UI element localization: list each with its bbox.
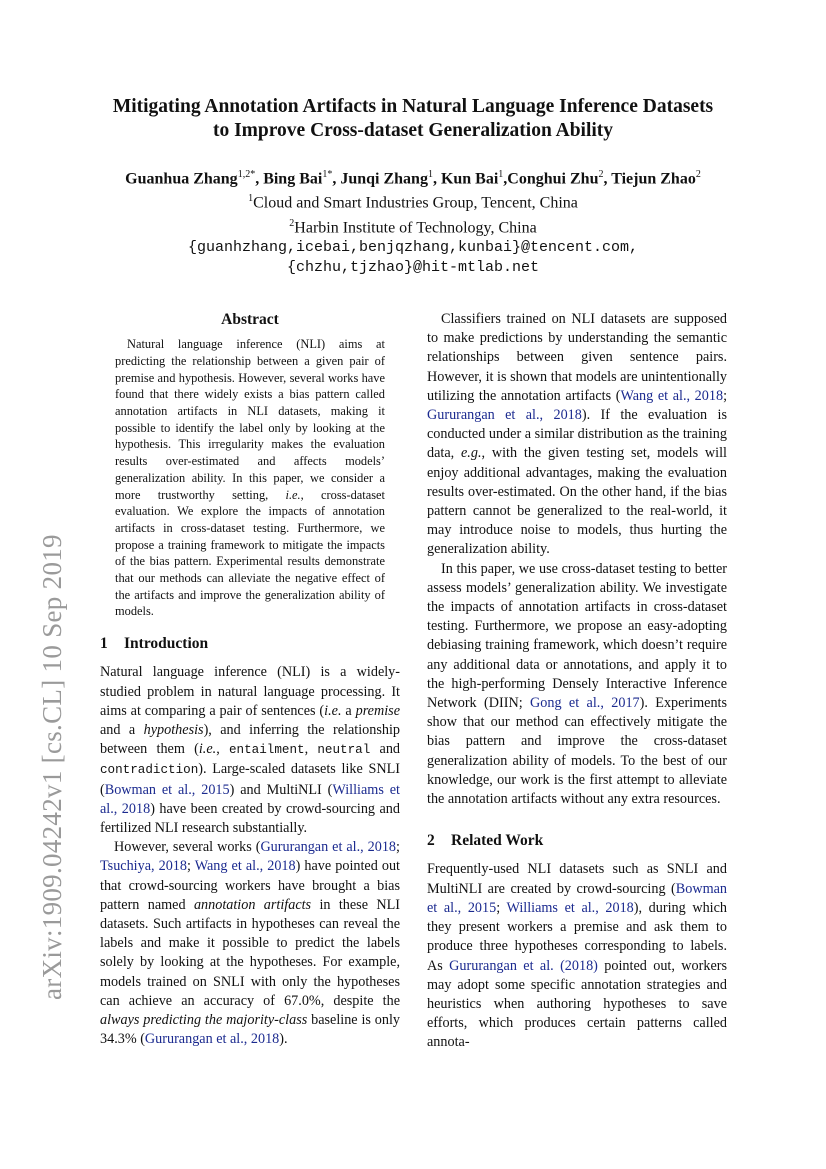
affiliation-2: $^2$Harbin Institute of Technology, China bbox=[289, 217, 537, 236]
label-code: entailment bbox=[229, 743, 305, 758]
author-names: Guanhua Zhang$^{1,2*}$, Bing Bai$^{1*}$, Junqi Zhang$^1$, Kun Bai$^1$,Conghui Zhu$^2$, Tiejun Zhao$^2$ bbox=[125, 169, 701, 188]
affiliation-1: $^1$Cloud and Smart Industries Group, Tencent, China bbox=[248, 193, 578, 212]
citation-link[interactable]: Williams et al., 2018 bbox=[506, 899, 634, 916]
related-work-paragraph: Frequently-used NLI datasets such as SNLI and MultiNLI are created by crowd-sourcing (Bowman et al., 2015; Williams et al., 2018), during which they present workers a premise and ask them to produce three hypotheses corresponding to labels. As Gururangan et al. (2018) pointed out, workers may adopt some specific annotation strategies and heuristics when authoring hypotheses to save efforts, which produces certain patterns called annota- bbox=[427, 861, 728, 1051]
citation-link[interactable]: Gong et al., 2017 bbox=[530, 695, 640, 712]
citation-link[interactable]: Wang et al., 2018 bbox=[620, 387, 724, 404]
label-code: neutral bbox=[317, 743, 371, 758]
abstract-paragraph: Natural language inference (NLI) aims at predicting the relationship between a given pair of premise and hypothesis. However, several works have found that there widely exists a bias pattern called annotation artifacts in NLI datasets, making it possible to identify the label only by looking at the hypothesis. This irregularity makes the evaluation results over-estimated and affects models’ generalization ability. In this paper, we consider a more trustworthy setting, i.e., cross-dataset evaluation. We explore the impacts of annotation artifacts in cross-dataset testing. Furthermore, we propose a training framework to mitigate the impacts of the bias pattern. Experimental results demonstrate that our methods can alleviate the negative effect of the artifacts and improve the generalization ability of models. bbox=[115, 337, 386, 619]
arxiv-identifier-stamp: arXiv:1909.04242v1 [cs.CL] 10 Sep 2019 bbox=[37, 534, 67, 1000]
section-heading-introduction: 1 Introduction bbox=[100, 635, 209, 653]
abstract-heading: Abstract bbox=[221, 311, 279, 328]
author-affil-mark: 1 bbox=[498, 169, 504, 180]
author-name: Conghui Zhu bbox=[507, 170, 599, 188]
abstract-body bbox=[115, 336, 385, 620]
right-column bbox=[427, 310, 727, 1053]
intro-paragraph-4: In this paper, we use cross-dataset testing to better assess models’ generalization ability. We investigate the impacts of annotation artifacts in cross-dataset testing. Furthermore, we propose an easy-adopting debiasing training framework, which doesn’t require any additional data or annotations, and apply it to the high-performing Densely Interactive Inference Network (DIIN; Gong et al., 2017). Experiments show that our method can effectively mitigate the bias pattern and improve the cross-dataset generalization ability of models. To the best of our knowledge, our work is the first attempt to alleviate the annotation artifacts without any extra resources. bbox=[427, 560, 727, 808]
intro-paragraph-3: Classifiers trained on NLI datasets are supposed to make predictions by understanding the semantic relationships between given sentence pairs. However, it is shown that models are unintentionally utilizing the annotation artifacts (Wang et al., 2018; Gururangan et al., 2018). If the evaluation is conducted under a similar distribution as the training data, e.g., with the given testing set, models will enjoy additional advantages, making the evaluation results over-estimated. On the other hand, if the bias pattern cannot be generalized to the real-world, it may introduce noise to models, thus hurting the generalization ability. bbox=[427, 311, 728, 558]
intro-paragraph-1: Natural language inference (NLI) is a widely-studied problem in natural language processing. It aims at comparing a pair of sentences (i.e. a premise and a hypothesis), and inferring the relationship between them (i.e., entailment, neutral and contradiction). Large-scaled datasets like SNLI (Bowman et al., 2015) and MultiNLI (Williams et al., 2018) have been created by crowd-sourcing and fertilized NLI research substantially. bbox=[100, 664, 401, 836]
author-name: Guanhua Zhang bbox=[125, 170, 238, 188]
title-line-2: to Improve Cross-dataset Generalization Ability bbox=[212, 120, 614, 141]
citation-link[interactable]: Wang et al., 2018 bbox=[194, 858, 296, 875]
author-affil-mark: 1* bbox=[322, 169, 333, 180]
citation-link[interactable]: Gururangan et al., 2018 bbox=[144, 1031, 280, 1048]
paper-title bbox=[80, 95, 746, 143]
author-email-2: {chzhu,tjzhao}@hit-mtlab.net bbox=[286, 258, 540, 276]
author-email-1: {guanhzhang,icebai,benjqzhang,kunbai}@tencent.com, bbox=[187, 238, 639, 256]
citation-link[interactable]: Gururangan et al. (2018) bbox=[449, 957, 598, 974]
section-heading-related-work: 2 Related Work bbox=[427, 832, 544, 850]
citation-link[interactable]: Bowman et al., 2015 bbox=[104, 781, 230, 798]
author-name: Kun Bai bbox=[440, 170, 499, 188]
citation-link[interactable]: Tsuchiya, 2018 bbox=[100, 858, 187, 875]
author-affil-mark: 1,2* bbox=[237, 169, 256, 180]
author-block bbox=[60, 165, 766, 278]
author-affil-mark: 2 bbox=[598, 169, 604, 180]
author-name: Junqi Zhang bbox=[340, 170, 428, 188]
title-line-1: Mitigating Annotation Artifacts in Natural Language Inference Datasets bbox=[112, 96, 714, 117]
citation-link[interactable]: Bowman et al., 2015 bbox=[427, 880, 727, 916]
author-name: Tiejun Zhao bbox=[611, 170, 696, 188]
author-name: Bing Bai bbox=[263, 170, 323, 188]
label-code: contradiction bbox=[100, 763, 199, 778]
citation-link[interactable]: Gururangan et al., 2018 bbox=[260, 839, 397, 856]
intro-paragraph-2: However, several works (Gururangan et al., 2018; Tsuchiya, 2018; Wang et al., 2018) have pointed out that crowd-sourcing workers have brought a bias pattern named annotation artifacts in these NLI datasets. Such artifacts in hypotheses can reveal the labels and make it possible to predict the labels solely by looking at the hypotheses. For example, models trained on SNLI with only the hypotheses can achieve an accuracy of 67.0%, despite the always predicting the majority-class baseline is only 34.3% (Gururangan et al., 2018). bbox=[100, 839, 400, 1048]
left-column bbox=[100, 310, 400, 1049]
citation-link[interactable]: Williams et al., 2018 bbox=[100, 781, 400, 817]
author-affil-mark: 1 bbox=[427, 169, 433, 180]
author-affil-mark: 2 bbox=[695, 169, 701, 180]
citation-link[interactable]: Gururangan et al., 2018 bbox=[427, 407, 582, 424]
